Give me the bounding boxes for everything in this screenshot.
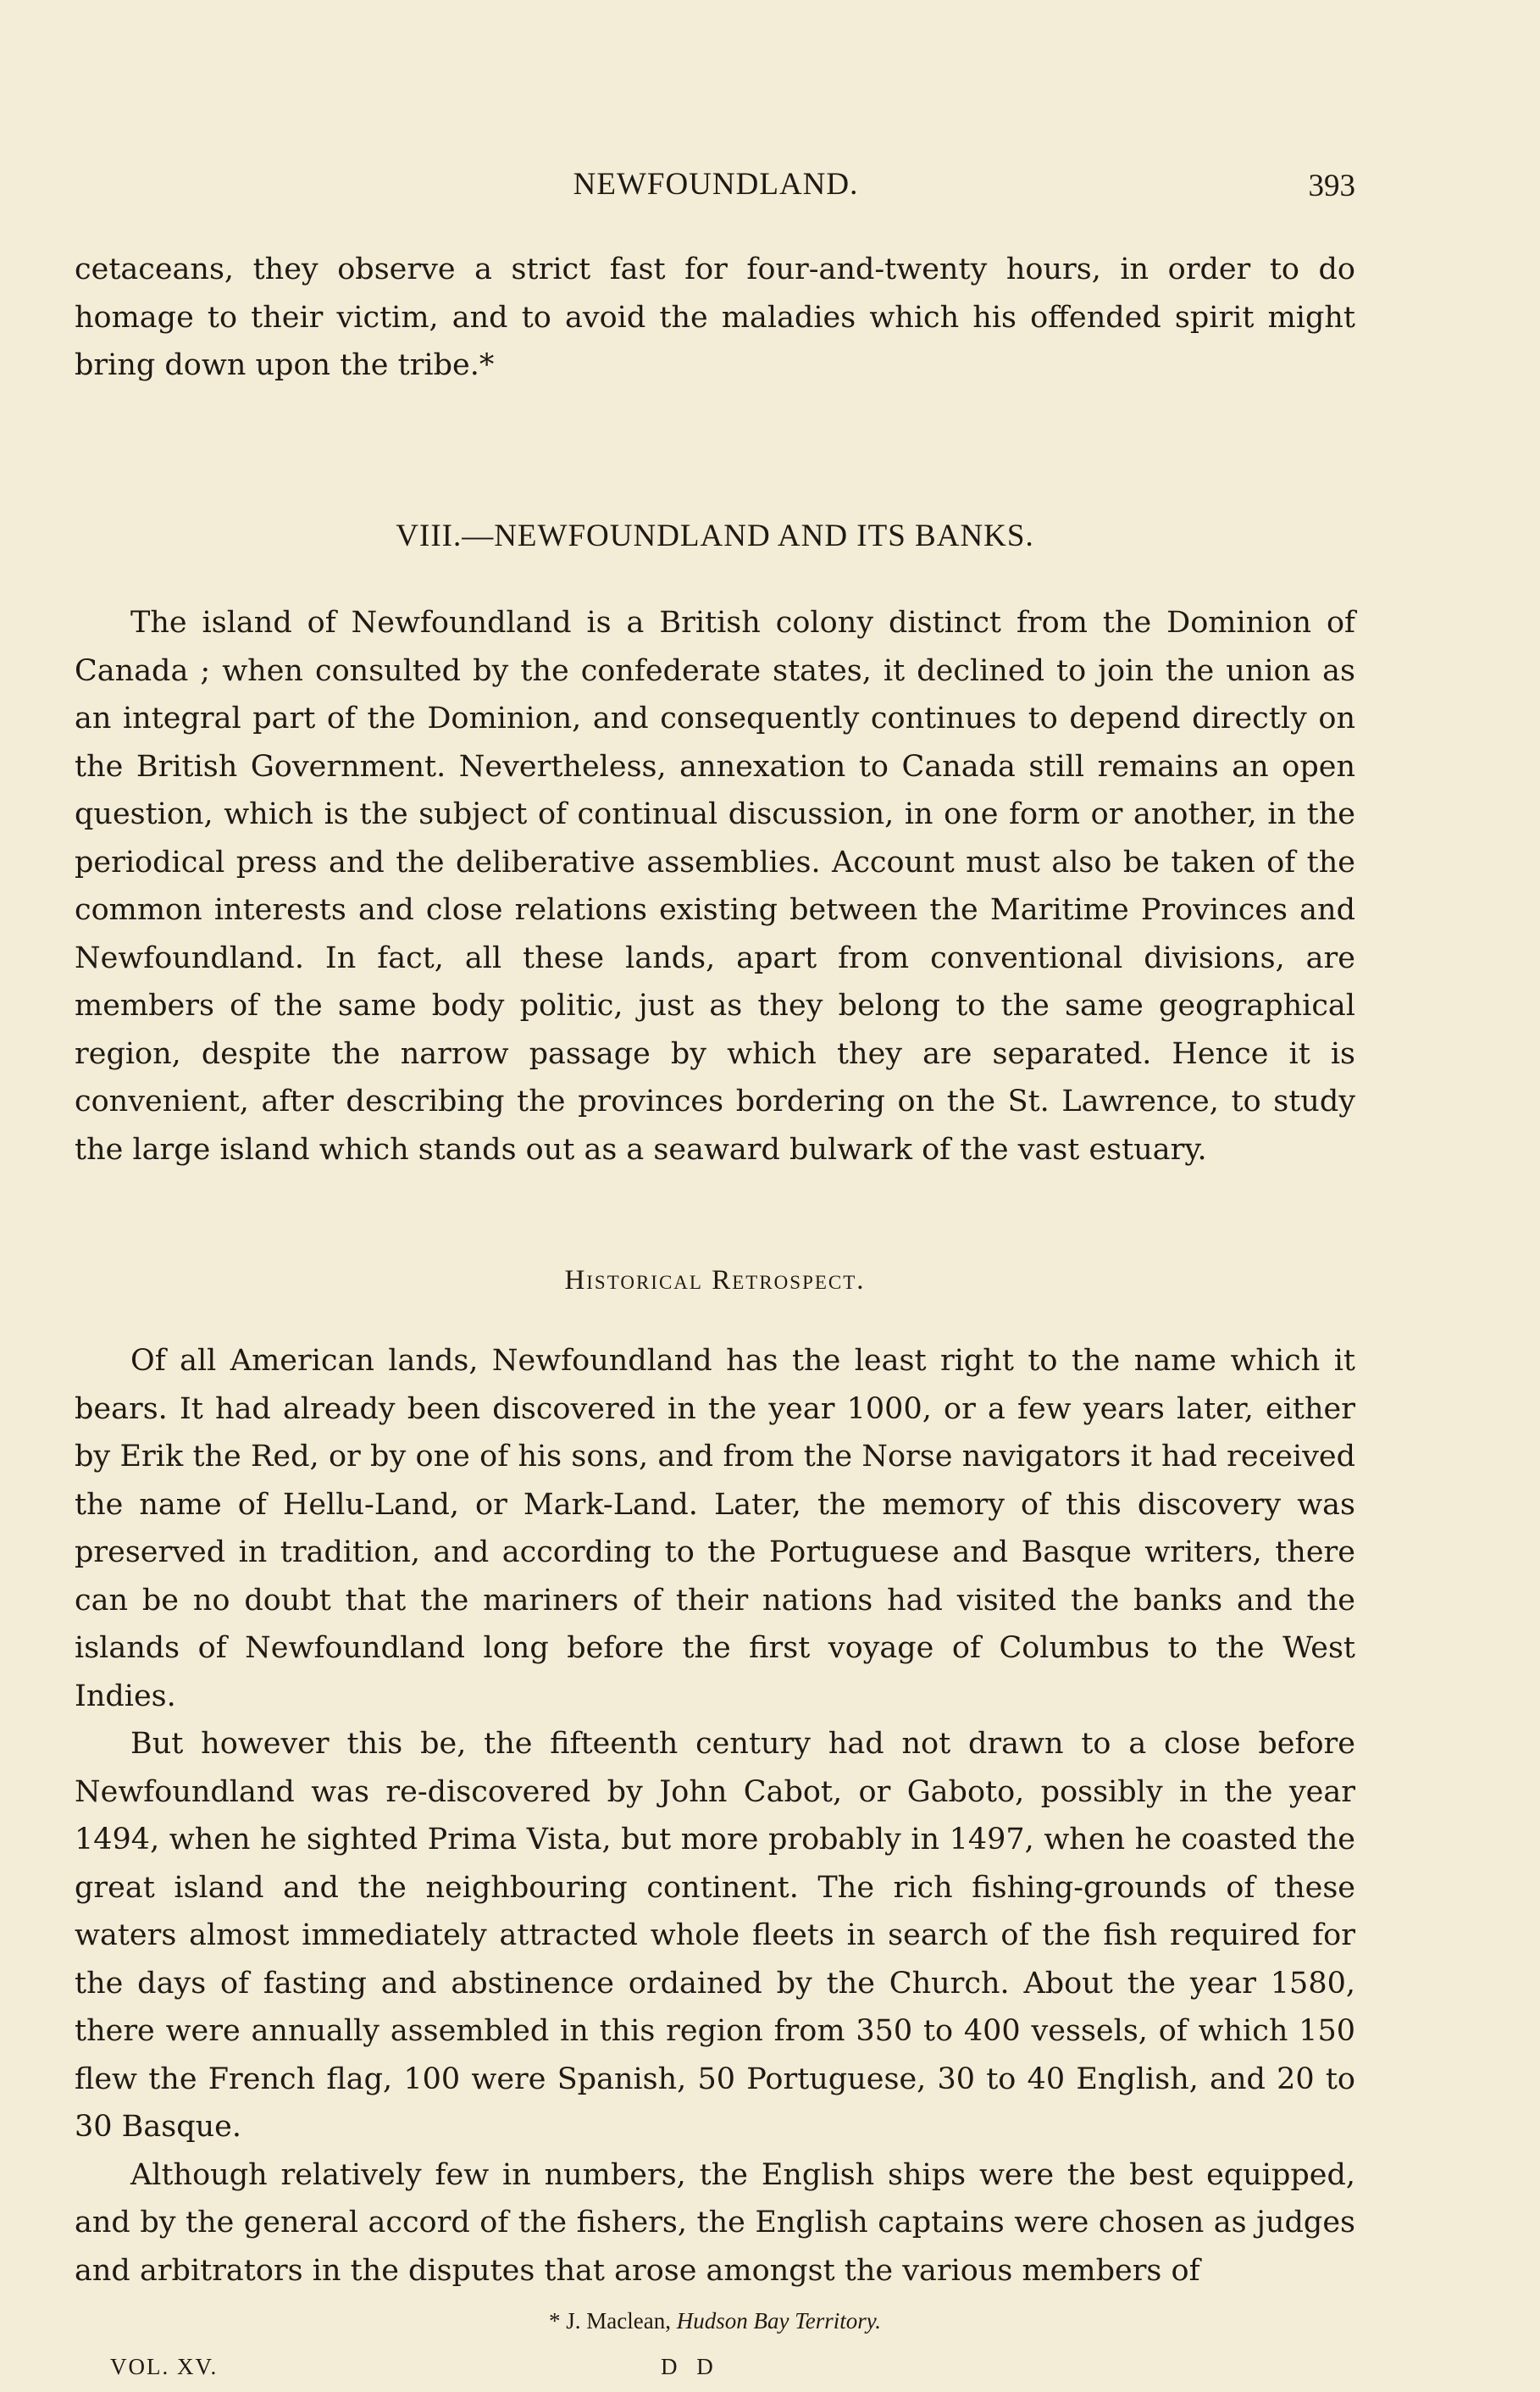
footnote-title: Hudson Bay Territory. bbox=[676, 2308, 881, 2334]
running-head bbox=[76, 161, 1355, 212]
subsection-heading: Historical Retrospect. bbox=[564, 1265, 866, 1296]
continuation-paragraph: cetaceans, they observe a strict fast for four-and-twenty hours, in order to do homage to their victim, and to avoid the maladies which his offended spirit might bring down upon the tribe.* bbox=[75, 253, 1355, 382]
section-heading: VIII.—NEWFOUNDLAND AND ITS BANKS. bbox=[396, 519, 1034, 553]
page-number: 393 bbox=[1308, 169, 1355, 203]
body-paragraph: Although relatively few in numbers, the English ships were the best equipped, and by the general accord of the fishers, the English captains were chosen as judges and arbitrators in the disputes that arose amongst the various members of bbox=[75, 2157, 1355, 2288]
continuation-paragraph-block bbox=[75, 246, 1355, 390]
volume-signature: VOL. XV. bbox=[110, 2354, 219, 2379]
footnote bbox=[75, 2308, 1355, 2334]
body-paragraph: Of all American lands, Newfoundland has the least right to the name which it bears. It had already been discovered in the year 1000, or a few years later, either by Erik the Red, or by one of his sons, and from the Norse navigators it had received the name of Hellu-Land, or Mark-Land. Later, the memory of this discovery was preserved in tradition, and according to the Portuguese and Basque writers, there can be no doubt that the mariners of their nations had visited the banks and the islands of Newfoundland long before the first voyage of Columbus to the West Indies. bbox=[75, 1344, 1355, 1713]
subsection-paragraphs bbox=[75, 1337, 1355, 2295]
body-paragraph: But however this be, the fifteenth century had not drawn to a close before Newfoundland was re-discovered by John Cabot, or Gaboto, possibly in the year 1494, when he sighted Prima Vista, but more probably in 1497, when he coasted the great island and the neighbouring continent. The rich fishing-grounds of these waters almost immediately attracted whole fleets in search of the fish required for the days of fasting and abstinence ordained by the Church. About the year 1580, there were annually assembled in this region from 350 to 400 vessels, of which 150 flew the French flag, 100 were Spanish, 50 Portuguese, 30 to 40 English, and 20 to 30 Basque. bbox=[75, 1727, 1355, 2144]
section-paragraph: The island of Newfoundland is a British colony distinct from the Dominion of Canada ; when consulted by the confederate states, it declined to join the union as an integral part of the Dominion, and consequently continues to depend directly on the British Government. Nevertheless, annexation to Canada still remains an open question, which is the subject of continual discussion, in one form or another, in the periodical press and the deliberative assemblies. Account must also be taken of the common interests and close relations existing between the Maritime Provinces and Newfoundland. In fact, all these lands, apart from conventional divisions, are members of the same body politic, just as they belong to the same geographical region, despite the narrow passage by which they are separated. Hence it is convenient, after describing the provinces bordering on the St. Lawrence, to study the large island which stands out as a seaward bulwark of the vast estuary. bbox=[75, 606, 1355, 1167]
section-paragraph-block bbox=[75, 599, 1355, 1174]
footnote-citation: * J. Maclean, bbox=[549, 2308, 677, 2334]
signature-mark: D D bbox=[661, 2354, 720, 2379]
running-title: NEWFOUNDLAND. bbox=[573, 167, 859, 202]
